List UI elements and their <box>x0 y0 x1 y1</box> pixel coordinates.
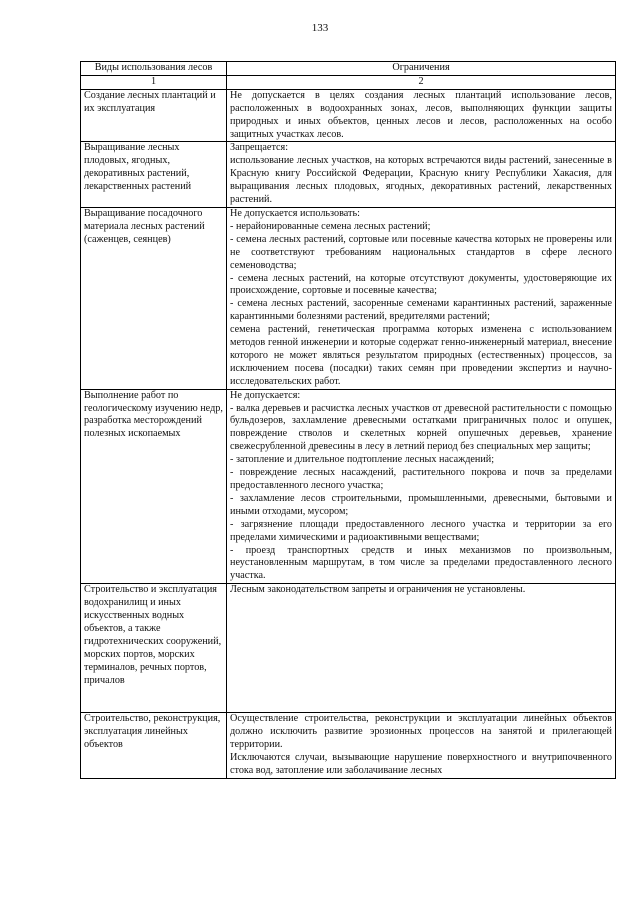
column-number-2: 2 <box>227 75 616 89</box>
restrictions-cell <box>227 389 616 584</box>
table-row <box>81 389 616 584</box>
restrictions-cell <box>227 142 616 208</box>
restriction-text: - нерайонированные семена лесных растений; <box>230 220 431 232</box>
header-restrictions: Ограничения <box>227 62 616 76</box>
restriction-text: - семена лесных растений, сортовые или посевные качества которых не проверены или не соответствуют требованиям национальных стандартов в сфере лесного семеноводства; <box>230 233 612 271</box>
table-row <box>81 89 616 142</box>
header-usage-types: Виды использования лесов <box>81 62 227 76</box>
table-row <box>81 207 616 389</box>
restriction-text: семена растений, генетическая программа которых изменена с использованием методов генной инженерии и которые содержат генно-инженерный материал, внесение которого не может являться результатом природных (естественных) процессов, за исключением посева (посадки) таких семян при проведении экспертиз и научно-исследовательских работ. <box>230 324 612 387</box>
restriction-text: Осуществление строительства, реконструкции и эксплуатации линейных объектов должно исключить развитие эрозионных процессов на занятой и прилегающей территории. <box>230 713 612 751</box>
restriction-text: - загрязнение площади предоставленного лесного участка и территории за его пределами химическими и радиоактивными веществами; <box>230 518 612 543</box>
restriction-text: Не допускается: <box>230 389 301 401</box>
restriction-text: Запрещается: <box>230 142 289 154</box>
restrictions-table <box>80 61 616 779</box>
restriction-text: Не допускается использовать: <box>230 207 360 219</box>
column-number-1: 1 <box>81 75 227 89</box>
restrictions-cell <box>227 713 616 779</box>
restriction-text: - захламление лесов строительными, промышленными, древесными, бытовыми и иными отходами, мусором; <box>230 492 612 517</box>
restrictions-cell <box>227 584 616 713</box>
restriction-text: Исключаются случаи, вызывающие нарушение поверхностного и внутрипочвенного стока вод, затопление или заболачивание лесных <box>230 751 612 776</box>
restriction-text: - затопление и длительное подтопление лесных насаждений; <box>230 454 495 466</box>
restrictions-cell <box>227 89 616 142</box>
usage-cell: Выращивание посадочного материала лесных растений (саженцев, сеянцев) <box>81 207 227 389</box>
restriction-text: - проезд транспортных средств и иных механизмов по произвольным, неустановленным маршрутам, в том числе за пределами предоставленного лесного участка. <box>230 544 612 582</box>
table-row <box>81 713 616 779</box>
header-row <box>81 62 616 76</box>
restriction-text: использование лесных участков, на которых встречаются виды растений, занесенные в Красную книгу Российской Федерации, Красную книгу Республики Хакасия, для выращивания лесных плодовых, ягодных, декоративных растений, лекарственных растений. <box>230 155 612 206</box>
column-number-row <box>81 75 616 89</box>
restriction-text: Не допускается в целях создания лесных плантаций использование лесов, расположенных в водоохранных зонах, лесов, выполняющих функции защиты природных и иных объектов, ценных лесов и лесов, расположенных на особо защитных участках лесов. <box>230 89 612 140</box>
restriction-text: - повреждение лесных насаждений, растительного покрова и почв за пределами предоставленного лесного участка; <box>230 467 612 491</box>
table-row <box>81 584 616 713</box>
page-number: 133 <box>311 22 329 34</box>
restriction-text: - семена лесных растений, на которые отсутствуют документы, удостоверяющие их происхождение, сортовые и посевные качества; <box>230 272 612 297</box>
restrictions-cell <box>227 207 616 389</box>
usage-cell: Выращивание лесных плодовых, ягодных, декоративных растений, лекарственных растений <box>81 142 227 208</box>
usage-cell: Создание лесных плантаций и их эксплуатация <box>81 89 227 142</box>
table-row <box>81 142 616 208</box>
restriction-text: Лесным законодательством запреты и ограничения не установлены. <box>230 584 526 596</box>
usage-cell: Выполнение работ по геологическому изучению недр, разработка месторождений полезных ископаемых <box>81 389 227 584</box>
usage-cell: Строительство, реконструкция, эксплуатация линейных объектов <box>81 713 227 779</box>
restriction-text: - валка деревьев и расчистка лесных участков от древесной растительности с помощью бульдозеров, захламление древесными остатками приграничных полос и опушек, повреждение стволов и скелетных корней опушечных деревьев, хранение свежесрубленной древесины в лесу в летний период без специальных мер защиты; <box>230 402 612 453</box>
usage-cell: Строительство и эксплуатация водохранилищ и иных искусственных водных объектов, а также гидротехнических сооружений, морских портов, морских терминалов, речных портов, причалов <box>81 584 227 713</box>
restriction-text: - семена лесных растений, засоренные семенами карантинных растений, зараженные карантинными болезнями растений, вредителями растений; <box>230 298 612 323</box>
